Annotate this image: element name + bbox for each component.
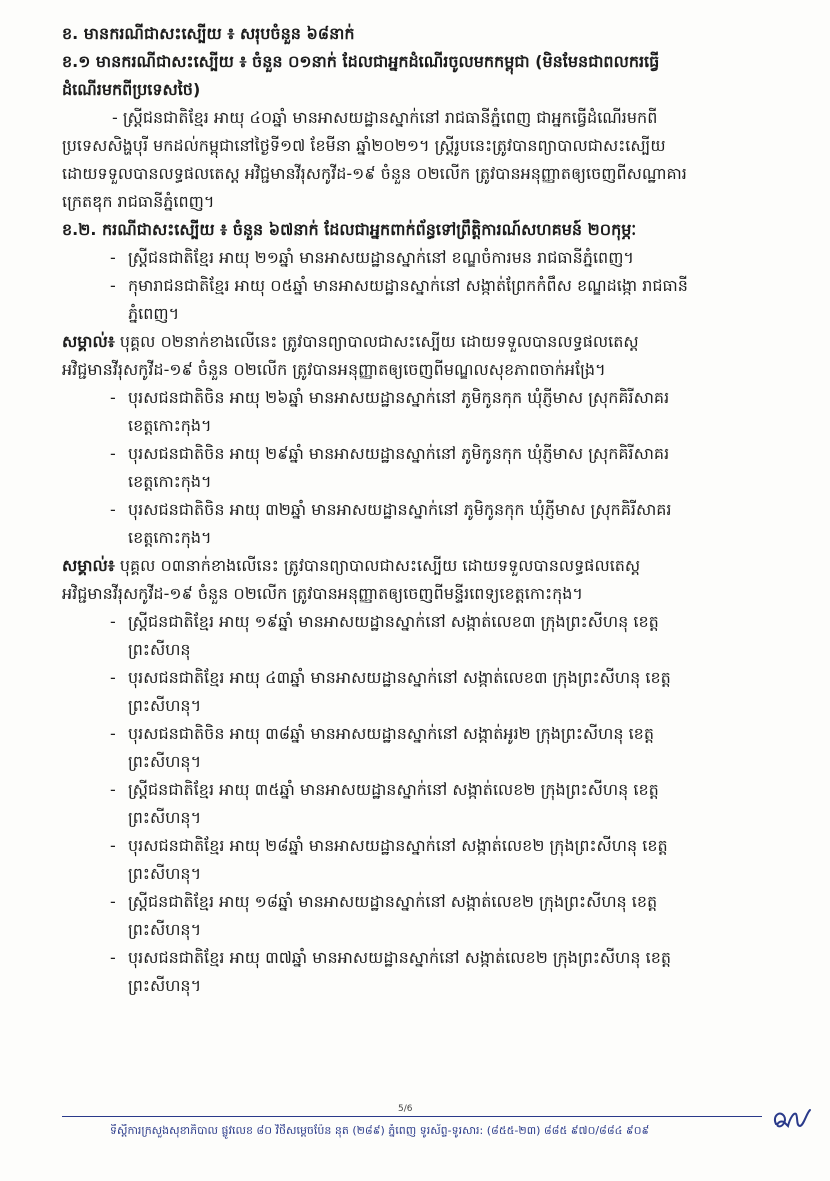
list-item <box>62 272 782 300</box>
list-item-continuation <box>62 692 782 720</box>
line-text: បុរសជនជាតិចិន អាយុ ២៩ឆ្នាំ មានអាសយដ្ឋានស្នាក់នៅ ភូមិកូនកុក ឃុំភ្ញីមាស ស្រុកគិរីសាគរ <box>128 444 670 463</box>
list-item-continuation <box>62 804 782 832</box>
bullet-dash: - <box>110 836 116 855</box>
list-item <box>62 440 782 468</box>
line-text: ព្រះសីហនុ។ <box>128 920 202 939</box>
line-text: - ស្ត្រីជនជាតិខ្មែរ អាយុ ៤០ឆ្នាំ មានអាសយដ្ឋានស្នាក់នៅ រាជធានីភ្នំពេញ ជាអ្នកធ្វើដំណើរមកពី <box>112 108 658 127</box>
line-text: សម្គាល់៖ បុគ្គល ០២នាក់ខាងលើនេះ ត្រូវបានព្យាបាលជាសះស្បើយ ដោយទទួលបានលទ្ធផលតេស្ត <box>62 332 639 351</box>
line-text: បុរសជនជាតិខ្មែរ អាយុ ៣៧ឆ្នាំ មានអាសយដ្ឋានស្នាក់នៅ សង្កាត់លេខ២ ក្រុងព្រះសីហនុ ខេត្ត <box>128 948 672 967</box>
list-item <box>62 384 782 412</box>
list-item-continuation <box>62 972 782 1000</box>
line-text: ព្រះសីហនុ។ <box>128 864 202 883</box>
bullet-dash: - <box>110 500 116 519</box>
list-item-continuation <box>62 468 782 496</box>
note-label: សម្គាល់៖ <box>62 332 115 351</box>
section-heading <box>62 48 782 76</box>
note-label: សម្គាល់៖ <box>62 556 115 575</box>
document-body <box>62 20 782 1000</box>
list-item <box>62 776 782 804</box>
paragraph-line <box>62 356 782 384</box>
line-text: ដោយទទួលបានលទ្ធផលតេស្ត អវិជ្ជមានវីរុសកូវីដ-១៩ ចំនួន ០២លើក ត្រូវបានអនុញ្ញាតឲ្យចេញពីសណ្ឋាគារ <box>62 164 687 183</box>
note-line <box>62 552 782 580</box>
bullet-dash: - <box>110 892 116 911</box>
line-text: ព្រះសីហនុ។ <box>128 752 202 771</box>
line-text: ព្រះសីហនុ។ <box>128 976 202 995</box>
paragraph-line <box>62 580 782 608</box>
bullet-dash: - <box>110 612 116 631</box>
line-text: ក្រេតឌុក រាជធានីភ្នំពេញ។ <box>62 192 215 211</box>
list-item-continuation <box>62 636 782 664</box>
list-item <box>62 608 782 636</box>
bullet-dash: - <box>110 444 116 463</box>
footer-address: ទីស្តីការក្រសួងសុខាភិបាល ផ្លូវលេខ ៨០ វិថីសម្តេចប៉ែន នុត (២៨៩) ភ្នំពេញ ទូរស័ព្ទ-ទូរសារ: (៨៥៥-២៣) ៨៨៥ ៩៧០/៨៨៤ ៩០៩ <box>110 1124 650 1137</box>
line-text: បុរសជនជាតិខ្មែរ អាយុ ៤៣ឆ្នាំ មានអាសយដ្ឋានស្នាក់នៅ សង្កាត់លេខ៣ ក្រុងព្រះសីហនុ ខេត្ត <box>128 668 671 687</box>
list-item <box>62 244 782 272</box>
line-text: ខេត្តកោះកុង។ <box>128 416 212 435</box>
list-item-continuation <box>62 860 782 888</box>
paragraph-line <box>62 104 782 132</box>
bullet-dash: - <box>110 780 116 799</box>
line-text: ស្ត្រីជនជាតិខ្មែរ អាយុ ១៨ឆ្នាំ មានអាសយដ្ឋានស្នាក់នៅ សង្កាត់លេខ២ ក្រុងព្រះសីហនុ ខេត្ត <box>128 892 658 911</box>
section-heading <box>62 216 782 244</box>
bullet-dash: - <box>110 248 116 267</box>
line-text: ខ. មានករណីជាសះស្បើយ ៖ សរុបចំនួន ៦៨នាក់ <box>62 24 355 43</box>
line-text: ព្រះសីហនុ។ <box>128 808 202 827</box>
bullet-dash: - <box>110 668 116 687</box>
line-text: ស្ត្រីជនជាតិខ្មែរ អាយុ ២១ឆ្នាំ មានអាសយដ្ឋានស្នាក់នៅ ខណ្ឌចំការមន រាជធានីភ្នំពេញ។ <box>128 248 634 267</box>
list-item-continuation <box>62 916 782 944</box>
line-text: បុរសជនជាតិចិន អាយុ ២៦ឆ្នាំ មានអាសយដ្ឋានស្នាក់នៅ ភូមិកូនកុក ឃុំភ្ញីមាស ស្រុកគិរីសាគរ <box>128 388 670 407</box>
line-text: កុមារាជនជាតិខ្មែរ អាយុ ០៥ឆ្នាំ មានអាសយដ្ឋានស្នាក់នៅ សង្កាត់ព្រែកកំពឹស ខណ្ឌដង្កោ រាជធានី <box>128 276 688 295</box>
bullet-dash: - <box>110 276 116 295</box>
line-text: ស្ត្រីជនជាតិខ្មែរ អាយុ ៣៥ឆ្នាំ មានអាសយដ្ឋានស្នាក់នៅ សង្កាត់លេខ២ ក្រុងព្រះសីហនុ ខេត្ត <box>128 780 659 799</box>
page-number: 5/6 <box>398 1104 413 1114</box>
note-line <box>62 328 782 356</box>
line-text: ខេត្តកោះកុង។ <box>128 472 212 491</box>
line-text: ខេត្តកោះកុង។ <box>128 528 212 547</box>
line-text: សម្គាល់៖ បុគ្គល ០៣នាក់ខាងលើនេះ ត្រូវបានព្យាបាលជាសះស្បើយ ដោយទទួលបានលទ្ធផលតេស្ត <box>62 556 641 575</box>
signature-icon <box>770 1104 814 1136</box>
bullet-dash: - <box>110 388 116 407</box>
section-heading <box>62 20 782 48</box>
list-item <box>62 832 782 860</box>
line-text: បុរសជនជាតិចិន អាយុ ៣២ឆ្នាំ មានអាសយដ្ឋានស្នាក់នៅ ភូមិកូនកុក ឃុំភ្ញីមាស ស្រុកគិរីសាគរ <box>128 500 672 519</box>
line-text: ខ.១ មានករណីជាសះស្បើយ ៖ ចំនួន ០១នាក់ ដែលជាអ្នកដំណើរចូលមកកម្ពុជា (មិនមែនជាពលករធ្វើ <box>62 52 660 71</box>
list-item-continuation <box>62 300 782 328</box>
footer-rule <box>62 1116 762 1117</box>
paragraph-line <box>62 132 782 160</box>
list-item <box>62 496 782 524</box>
line-text: ប្រទេសសិង្ហបុរី មកដល់កម្ពុជានៅថ្ងៃទី១៧ ខែមីនា ឆ្នាំ២០២១។ ស្ត្រីរូបនេះត្រូវបានព្យាបាលជាសះស្បើយ <box>62 136 666 155</box>
line-text: ខ.២. ករណីជាសះស្បើយ ៖ ចំនួន ៦៧នាក់ ដែលជាអ្នកពាក់ព័ន្ធទៅព្រឹត្តិការណ៍សហគមន៍ ២០កុម្ភៈ <box>62 220 637 239</box>
line-text: ព្រះសីហនុ <box>128 640 191 659</box>
list-item <box>62 720 782 748</box>
list-item-continuation <box>62 748 782 776</box>
section-heading <box>62 76 782 104</box>
line-text: ព្រះសីហនុ។ <box>128 696 202 715</box>
list-item <box>62 664 782 692</box>
line-text: ភ្នំពេញ។ <box>128 304 180 323</box>
paragraph-line <box>62 160 782 188</box>
bullet-dash: - <box>110 948 116 967</box>
list-item-continuation <box>62 524 782 552</box>
line-text: អវិជ្ជមានវីរុសកូវីដ-១៩ ចំនួន ០២លើក ត្រូវបានអនុញ្ញាតឲ្យចេញពីមណ្ឌលសុខភាពចាក់អង្រែ។ <box>62 360 606 379</box>
line-text: បុរសជនជាតិចិន អាយុ ៣៨ឆ្នាំ មានអាសយដ្ឋានស្នាក់នៅ សង្កាត់អូរ២ ក្រុងព្រះសីហនុ ខេត្ត <box>128 724 654 743</box>
line-text: ស្ត្រីជនជាតិខ្មែរ អាយុ ១៩ឆ្នាំ មានអាសយដ្ឋានស្នាក់នៅ សង្កាត់លេខ៣ ក្រុងព្រះសីហនុ ខេត្ត <box>128 612 659 631</box>
line-text: ដំណើរមកពីប្រទេសថៃ) <box>62 80 201 99</box>
line-text: បុរសជនជាតិខ្មែរ អាយុ ២៨ឆ្នាំ មានអាសយដ្ឋានស្នាក់នៅ សង្កាត់លេខ២ ក្រុងព្រះសីហនុ ខេត្ត <box>128 836 668 855</box>
paragraph-line <box>62 188 782 216</box>
list-item-continuation <box>62 412 782 440</box>
line-text: អវិជ្ជមានវីរុសកូវីដ-១៩ ចំនួន ០២លើក ត្រូវបានអនុញ្ញាតឲ្យចេញពីមន្ទីរពេទ្យខេត្តកោះកុង។ <box>62 584 583 603</box>
bullet-dash: - <box>110 724 116 743</box>
list-item <box>62 888 782 916</box>
list-item <box>62 944 782 972</box>
